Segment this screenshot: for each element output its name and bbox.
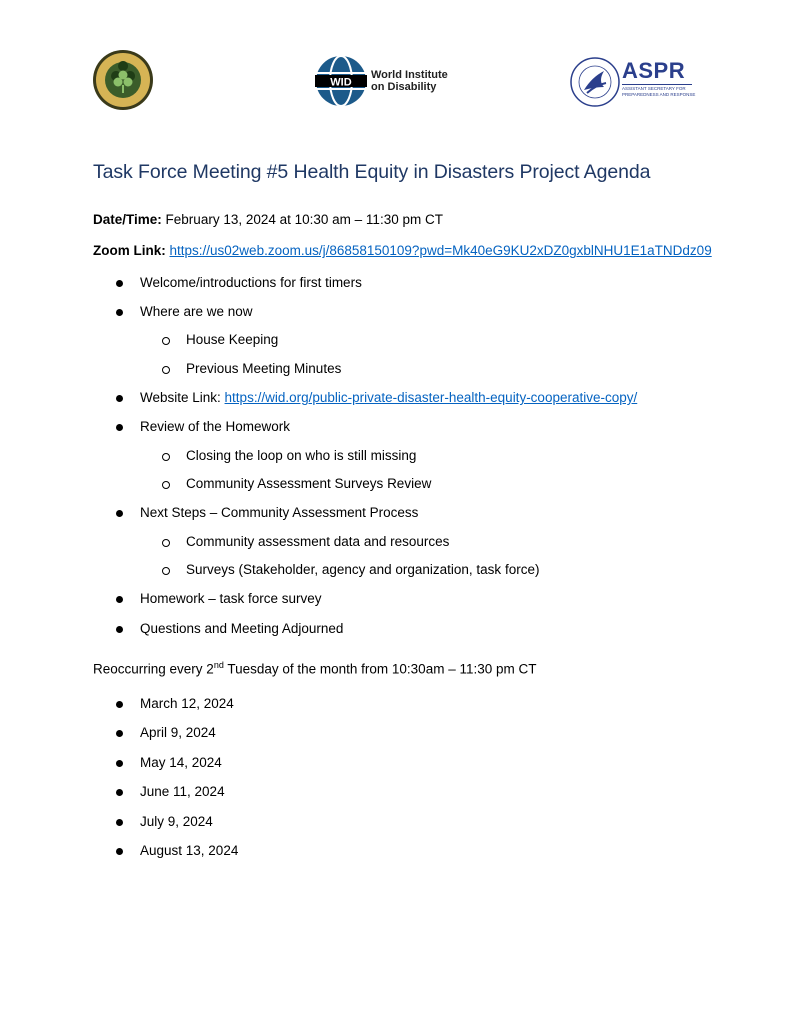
- list-item: Welcome/introductions for first timers: [140, 275, 362, 290]
- aspr-sub-line1: ASSISTANT SECRETARY FOR: [622, 86, 686, 91]
- list-item: May 14, 2024: [140, 755, 222, 770]
- list-item: July 9, 2024: [140, 814, 213, 829]
- bullet-icon: [116, 424, 123, 431]
- bullet-icon: [116, 848, 123, 855]
- bullet-icon: [116, 819, 123, 826]
- list-item: House Keeping: [186, 332, 278, 347]
- logo-row: [0, 45, 791, 115]
- list-item: Community Assessment Surveys Review: [186, 476, 431, 491]
- zoom-link[interactable]: https://us02web.zoom.us/j/86858150109?pwd=Mk40eG9KU2xDZ0gxblNHU1E1aTNDdz09: [169, 243, 712, 258]
- list-item: Closing the loop on who is still missing: [186, 448, 416, 463]
- list-item: Questions and Meeting Adjourned: [140, 621, 343, 636]
- circle-bullet-icon: [162, 337, 170, 345]
- bullet-icon: [116, 395, 123, 402]
- bullet-icon: [116, 280, 123, 287]
- globe-icon: [315, 55, 367, 107]
- list-item: Review of the Homework: [140, 419, 290, 434]
- bullet-icon: [116, 596, 123, 603]
- datetime-value: February 13, 2024 at 10:30 am – 11:30 pm CT: [165, 212, 443, 227]
- list-item: Previous Meeting Minutes: [186, 361, 341, 376]
- page-title: Task Force Meeting #5 Health Equity in Disasters Project Agenda: [93, 161, 651, 183]
- zoom-line: [93, 243, 712, 258]
- county-seal-logo: [92, 49, 154, 111]
- aspr-sub-line2: PREPAREDNESS AND RESPONSE: [622, 91, 696, 97]
- bullet-icon: [116, 510, 123, 517]
- circle-bullet-icon: [162, 539, 170, 547]
- circle-bullet-icon: [162, 366, 170, 374]
- list-item: Website Link: https://wid.org/public-private-disaster-health-equity-cooperative-copy/: [140, 390, 637, 405]
- list-item: Homework – task force survey: [140, 591, 322, 606]
- bullet-icon: [116, 626, 123, 633]
- datetime-line: [93, 212, 443, 227]
- wid-name-line2: on Disability: [371, 81, 437, 93]
- bullet-icon: [116, 309, 123, 316]
- aspr-logo: [570, 55, 694, 111]
- list-item: August 13, 2024: [140, 843, 238, 858]
- list-item: June 11, 2024: [140, 784, 225, 799]
- datetime-label: Date/Time:: [93, 212, 162, 227]
- svg-text:WID: WID: [330, 76, 352, 89]
- bullet-icon: [116, 730, 123, 737]
- list-item: Surveys (Stakeholder, agency and organization, task force): [186, 562, 539, 577]
- bullet-icon: [116, 701, 123, 708]
- list-item: Community assessment data and resources: [186, 534, 449, 549]
- hhs-seal-icon: [570, 57, 620, 107]
- website-link[interactable]: https://wid.org/public-private-disaster-health-equity-cooperative-copy/: [224, 390, 638, 405]
- aspr-mark: ASPR: [622, 58, 686, 83]
- zoom-label: Zoom Link:: [93, 243, 166, 258]
- recurring-line: Reoccurring every 2nd Tuesday of the month from 10:30am – 11:30 pm CT: [93, 660, 537, 677]
- circle-bullet-icon: [162, 481, 170, 489]
- list-item: Where are we now: [140, 304, 253, 319]
- wid-name-line1: World Institute: [371, 69, 448, 81]
- circle-bullet-icon: [162, 453, 170, 461]
- bullet-icon: [116, 760, 123, 767]
- list-item: April 9, 2024: [140, 725, 216, 740]
- wid-logo: [315, 55, 475, 109]
- list-item: Next Steps – Community Assessment Process: [140, 505, 418, 520]
- circle-bullet-icon: [162, 567, 170, 575]
- bullet-icon: [116, 789, 123, 796]
- list-item: March 12, 2024: [140, 696, 234, 711]
